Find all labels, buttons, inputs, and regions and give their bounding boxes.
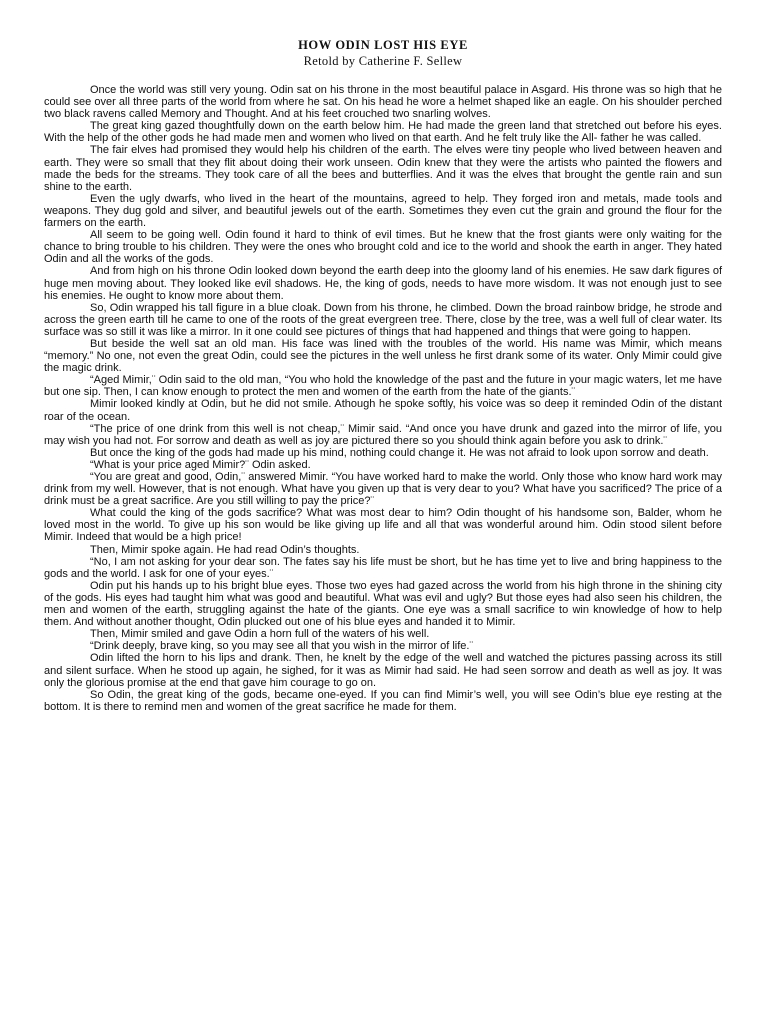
document-subtitle: Retold by Catherine F. Sellew <box>303 54 463 68</box>
paragraph: Odin put his hands up to his bright blue eyes. Those two eyes had gazed across the world from his high throne in the shining city of the gods. His eyes had taught him what was good and beautiful. What was evil and ugly? But those eyes had also seen his children, the men and women of the earth, struggling against the hate of the giants. One eye was a small sacrifice to win knowledge of how to help them. And without another thought, Odin plucked out one of his blue eyes and handed it to Mimir. <box>44 579 722 629</box>
paragraph: But once the king of the gods had made up his mind, nothing could change it. He was not afraid to look upon sorrow and death. <box>90 446 709 459</box>
story-body <box>44 84 722 713</box>
paragraph: Then, Mimir spoke again. He had read Odin’s thoughts. <box>90 543 360 556</box>
paragraph: Mimir looked kindly at Odin, but he did not smile. Athough he spoke softly, his voice was so deep it reminded Odin of the distant roar of the ocean. <box>44 398 722 423</box>
paragraph: Odin lifted the horn to his lips and drank. Then, he knelt by the edge of the well and watched the pictures passing across its still and silent surface. When he stood up again, he sighed, for it was as Mimir had said. He had seen sorrow and death as well as joy. It was only the glorious promise at the end that gave him courage to go on. <box>44 652 722 689</box>
paragraph: “Drink deeply, brave king, so you may see all that you wish in the mirror of life.¨ <box>90 640 474 653</box>
paragraph: “You are great and good, Odin,¨ answered Mimir. “You have worked hard to make the world. Only those who know hard work may drink from my well. However, that is not enough. What have you given up that is very dear to you? What have you sacrificed? The price of a drink must be a great sacrifice. Are you still willing to pay the price?¨ <box>44 471 722 508</box>
paragraph: Then, Mimir smiled and gave Odin a horn full of the waters of his well. <box>90 628 430 641</box>
paragraph: “The price of one drink from this well is not cheap,¨ Mimir said. “And once you have drunk and gazed into the mirror of life, you may wish you had not. For sorrow and death as well as joy are pictured there so you should think again before you ask to drink.¨ <box>44 422 722 447</box>
paragraph: So Odin, the great king of the gods, became one-eyed. If you can find Mimir’s well, you will see Odin’s blue eye resting at the bottom. It is there to remind men and women of the great sacrifice he made for them. <box>44 688 722 713</box>
paragraph: The fair elves had promised they would help his children of the earth. The elves were tiny people who lived between heaven and earth. They were so small that they flit about doing their work unseen. Odin knew that they were the artists who painted the flowers and made the beds for the streams. They took care of all the bees and butterflies. And it was the elves that brought the gentle rain and sun shine to the earth. <box>44 144 722 193</box>
paragraph: So, Odin wrapped his tall figure in a blue cloak. Down from his throne, he climbed. Down the broad rainbow bridge, he strode and across the green earth till he came to one of the roots of the great evergreen tree. There, close by the tree, was a well full of clear water. Its surface was so still it was like a mirror. In it one could see pictures of things that had happened and things that were going to happen. <box>44 301 722 338</box>
paragraph: “Aged Mimir,¨ Odin said to the old man, “You who hold the knowledge of the past and the future in your magic waters, let me have but one sip. Then, I can know enough to protect the men and women of the earth from the hate of the giants.¨ <box>44 374 722 399</box>
paragraph: Even the ugly dwarfs, who lived in the heart of the mountains, agreed to help. They forged iron and metals, made tools and weapons. They dug gold and silver, and beautiful jewels out of the earth. Sometimes they even cut the grain and ground the flour for the farmers on the earth. <box>44 192 722 230</box>
paragraph: Once the world was still very young. Odin sat on his throne in the most beautiful palace in Asgard. His throne was so high that he could see over all three parts of the world from where he sat. On his head he wore a helmet shaped like an eagle. On his shoulder perched two black ravens called Memory and Thought. And at his feet crouched two snarling wolves. <box>44 84 722 121</box>
paragraph: “No, I am not asking for your dear son. The fates say his life must be short, but he has time yet to live and bring happiness to the gods and the world. I ask for one of your eyes.¨ <box>44 555 722 580</box>
paragraph: The great king gazed thoughtfully down on the earth below him. He had made the green land that stretched out before his eyes. With the help of the other gods he had made men and women who lived on that earth. And he felt truly like the All- father he was called. <box>44 120 722 145</box>
document-page <box>44 38 722 713</box>
paragraph: But beside the well sat an old man. His face was lined with the troubles of the world. His name was Mimir, which means “memory.” No one, not even the great Odin, could see the pictures in the well unless he first drank some of its water. Only Mimir could give the magic drink. <box>44 337 722 375</box>
document-title: HOW ODIN LOST HIS EYE <box>298 38 468 52</box>
paragraph: “What is your price aged Mimir?¨ Odin asked. <box>90 458 311 471</box>
paragraph: All seem to be going well. Odin found it hard to think of evil times. But he knew that the frost giants were only waiting for the chance to bring trouble to his children. They were the ones who brought cold and ice to the world and shook the earth in anger. They hated Odin and all the works of the gods. <box>44 229 722 266</box>
paragraph: What could the king of the gods sacrifice? What was most dear to him? Odin thought of his handsome son, Balder, whom he loved most in the world. To give up his son would be like giving up life and all that was wonderful around him. Odin stood silent before Mimir. Indeed that would be a high price! <box>44 507 722 544</box>
paragraph: And from high on his throne Odin looked down beyond the earth deep into the gloomy land of his enemies. He saw dark figures of huge men moving about. They looked like evil shadows. He, the king of gods, needs to have more wisdom. It was not enough just to see his enemies. He ought to know more about them. <box>44 265 722 302</box>
